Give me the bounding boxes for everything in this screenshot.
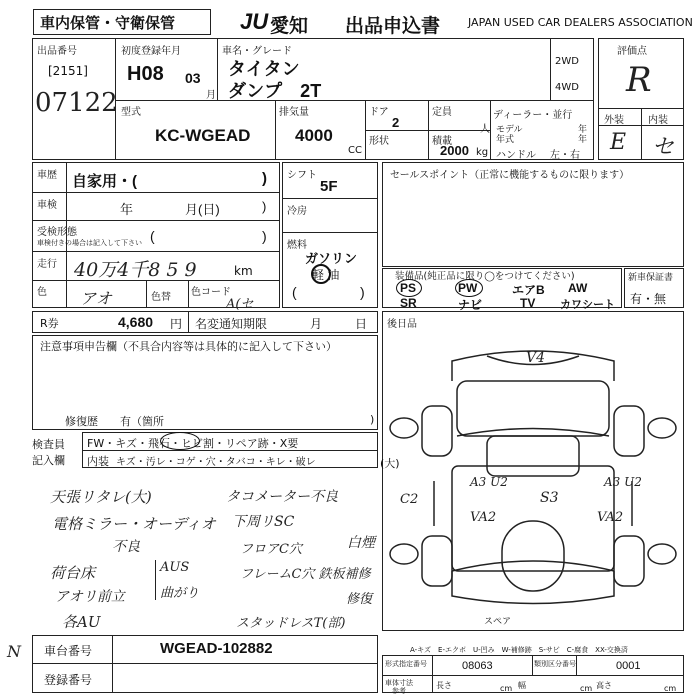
inspector-label1: 検査員 xyxy=(32,438,65,451)
lot-label: 出品番号 xyxy=(37,46,77,57)
storage-tag: 車内保管・守衛保管 xyxy=(40,15,176,32)
ext-label: 外装 xyxy=(604,115,624,126)
accept-open: ( xyxy=(150,228,155,244)
equip-navi: ナビ xyxy=(458,298,483,312)
chassis-value: WGEAD-102882 xyxy=(160,640,273,657)
inspector-row2-label: 内装 xyxy=(87,455,109,468)
inspector-row2: キズ・汚レ・コゲ・穴・タバコ・キレ・破レ xyxy=(116,457,316,468)
inspection-month: 月(日) xyxy=(185,202,220,217)
equip-tv: TV xyxy=(520,296,536,310)
car-name-label: 車名・グレード xyxy=(222,46,292,57)
accept-label: 受検形態 xyxy=(37,227,77,238)
cat-no-label: 類別区分番号 xyxy=(534,660,576,668)
color-code-value: A(セ xyxy=(226,297,254,312)
load-label: 積載 xyxy=(432,136,452,147)
hw-note-15: スタッドレスT(部) xyxy=(236,616,346,631)
color-change-label: 色替 xyxy=(151,292,171,303)
sales-point-label: セールスポイント（正常に機能するものに限ります） xyxy=(390,170,630,181)
int-label: 内装 xyxy=(648,115,668,126)
dealer-line1: ディーラー・並行 xyxy=(493,110,573,121)
hw-note-13: 修復 xyxy=(346,592,373,607)
notes-label: 注意事項申告欄（不具合内容等は具体的に記入して下さい） xyxy=(40,340,337,353)
car-grade: ダンプ 2T xyxy=(228,81,322,101)
load-unit: kg xyxy=(476,147,489,158)
hw-note-8: 荷台床 xyxy=(50,564,96,582)
form-title: 出品申込書 xyxy=(345,16,441,37)
dealer-line3: 年式 xyxy=(496,135,515,145)
equip-pw: PW xyxy=(458,281,478,295)
diagram-mark-a3-left: A3 U2 xyxy=(470,475,508,489)
shape-label: 形状 xyxy=(369,136,389,147)
hw-note-5: 不良 xyxy=(112,539,140,555)
dims-width: 幅 xyxy=(518,681,526,690)
handle-label: ハンドル xyxy=(496,150,536,161)
logo-mark: JU xyxy=(240,9,269,34)
hw-note-4: 下周リSC xyxy=(232,514,295,530)
tax-day: 日 xyxy=(355,317,368,331)
history-label: 車歴 xyxy=(37,170,57,181)
stone-chip-circle xyxy=(160,432,200,450)
association-name: JAPAN USED CAR DEALERS ASSOCIATION xyxy=(468,16,693,29)
displacement-unit: CC xyxy=(348,145,362,156)
inspection-year: 年 xyxy=(120,202,134,217)
ext-value: E xyxy=(610,130,627,155)
hw-note-3: 電格ミラー・オーディオ xyxy=(52,515,216,533)
shift-label: シフト xyxy=(287,170,317,181)
missing-label: 後日品 xyxy=(387,319,417,330)
inspector-row1: FW・キズ・飛石・ヒビ割・リペア跡・X要 xyxy=(87,437,299,450)
fuel-sub: 軽 油 xyxy=(312,268,340,282)
doors-label: ドア xyxy=(369,107,389,118)
hw-note-10: フレームC穴 鉄板補修 xyxy=(240,567,371,582)
tax-month: 月 xyxy=(310,317,323,331)
hw-note-14: 各AU xyxy=(62,613,101,631)
dims-height: 高さ xyxy=(596,681,612,690)
dims-cm1: cm xyxy=(500,684,513,693)
capacity-unit: 人 xyxy=(480,124,490,135)
first-reg-label: 初度登録年月 xyxy=(121,46,181,57)
chassis-label: 車台番号 xyxy=(44,644,93,658)
mileage-label: 走行 xyxy=(37,259,57,270)
repair-close: ) xyxy=(370,413,375,426)
history-close: ) xyxy=(262,170,267,187)
lot-number: 07122 xyxy=(35,88,118,118)
hw-bracket xyxy=(155,560,156,600)
warranty-value: 有・無 xyxy=(630,292,667,306)
inspection-label: 車検 xyxy=(37,200,57,211)
logo-text: 愛知 xyxy=(270,16,309,37)
tax-label: 名変通知期限 xyxy=(195,317,268,331)
reg-number-label: 登録番号 xyxy=(44,673,93,687)
dealer-year-unit1: 年 xyxy=(578,125,588,135)
model-value: KC-WGEAD xyxy=(155,126,251,145)
first-reg-month-unit: 月 xyxy=(206,90,216,101)
rating-value: R xyxy=(626,60,652,100)
fuel-close: ) xyxy=(360,284,365,300)
repair-label: 修復歴 xyxy=(65,415,98,428)
recycle-unit: 円 xyxy=(170,317,183,331)
dims-cm3: cm xyxy=(664,684,677,693)
dims-label2: 参考 xyxy=(392,687,406,695)
inspector-label2: 記入欄 xyxy=(32,454,65,467)
model-label: 型式 xyxy=(121,107,141,118)
first-reg-year: H08 xyxy=(127,63,164,85)
diagram-mark-c2: C2 xyxy=(400,492,419,507)
color-code-label: 色コード xyxy=(191,287,231,298)
equip-aw: AW xyxy=(568,281,588,295)
hw-note-12: 曲がり xyxy=(160,586,200,601)
displacement-value: 4000 xyxy=(295,126,333,145)
diagram-mark-a3-right: A3 U2 xyxy=(604,475,642,489)
history-value: 自家用・( xyxy=(72,173,137,190)
drive-2wd: 2WD xyxy=(555,56,579,67)
fuel-open: ( xyxy=(292,284,297,300)
fuel-label: 燃料 xyxy=(287,240,307,251)
recycle-label: R券 xyxy=(40,317,59,330)
mileage-unit: km xyxy=(234,264,253,278)
handle-options: 左・右 xyxy=(550,150,580,161)
displacement-label: 排気量 xyxy=(279,107,309,118)
inspection-close: ) xyxy=(262,199,267,214)
hw-note-1: 天張リタレ(大) xyxy=(50,488,152,506)
doors-value: 2 xyxy=(392,115,400,130)
car-name: タイタン xyxy=(228,59,300,79)
warranty-label: 新車保証書 xyxy=(628,273,674,283)
equip-ps-circle xyxy=(396,279,422,297)
hw-note-6: フロアC穴 xyxy=(240,542,302,557)
first-reg-month: 03 xyxy=(185,70,201,86)
equip-seat: カワシート xyxy=(560,299,615,311)
equip-sr: SR xyxy=(400,296,417,310)
dims-cm2: cm xyxy=(580,684,593,693)
equip-ps: PS xyxy=(400,281,417,295)
damage-legend: A-キズ E-エクボ U-凹み W-補修跡 S-サビ C-腐食 XX-交換済 xyxy=(410,646,628,654)
hw-note-11: アオリ前立 xyxy=(55,589,125,605)
mileage-value: 40万4千8 5 9 xyxy=(74,259,197,281)
color-value: アオ xyxy=(80,289,112,308)
load-value: 2000 xyxy=(440,143,469,158)
equip-pw-circle xyxy=(455,279,483,297)
capacity-label: 定員 xyxy=(432,107,452,118)
diagram-mark-va2-right: VA2 xyxy=(597,510,624,525)
recycle-value: 4,680 xyxy=(118,314,154,330)
diagram-mark-va2-left: VA2 xyxy=(470,510,497,525)
dealer-line2: モデル xyxy=(496,125,523,135)
dealer-year-unit2: 年 xyxy=(578,135,588,145)
type-no-value: 08063 xyxy=(462,660,493,672)
color-label: 色 xyxy=(37,287,47,298)
type-no-label: 形式指定番号 xyxy=(385,660,427,668)
aircon-label: 冷房 xyxy=(287,206,307,217)
equipment-label: 装備品(純正品に限り◯をつけてください) xyxy=(395,271,575,282)
equip-airbag: エアB xyxy=(512,283,545,297)
int-value: セ xyxy=(652,135,675,160)
lot-sub: [2151] xyxy=(48,64,88,78)
fuel-value: ガソリン xyxy=(305,251,358,266)
cat-no-value: 0001 xyxy=(616,660,641,672)
rating-label: 評価点 xyxy=(617,46,647,57)
repair-value: 有（箇所 xyxy=(120,415,164,428)
dims-label1: 車体寸法 xyxy=(385,679,413,687)
drive-4wd: 4WD xyxy=(555,82,579,93)
inspector-row2-mark: (大) xyxy=(380,457,400,470)
diagram-spare-label: スペア xyxy=(484,617,512,627)
accept-close: ) xyxy=(262,228,267,244)
shift-value: 5F xyxy=(320,178,338,195)
hw-note-9: AUS xyxy=(160,560,190,575)
diagram-mark-s3: S3 xyxy=(540,490,559,506)
hw-note-2: タコメーター不良 xyxy=(226,489,338,505)
accept-sub: 車検付きの場合は記入して下さい xyxy=(37,239,142,247)
diagram-mark-v4: V4 xyxy=(526,350,546,366)
dims-length: 長さ xyxy=(436,681,452,690)
margin-mark: N xyxy=(7,642,21,661)
hw-note-7: 白煙 xyxy=(347,535,375,551)
